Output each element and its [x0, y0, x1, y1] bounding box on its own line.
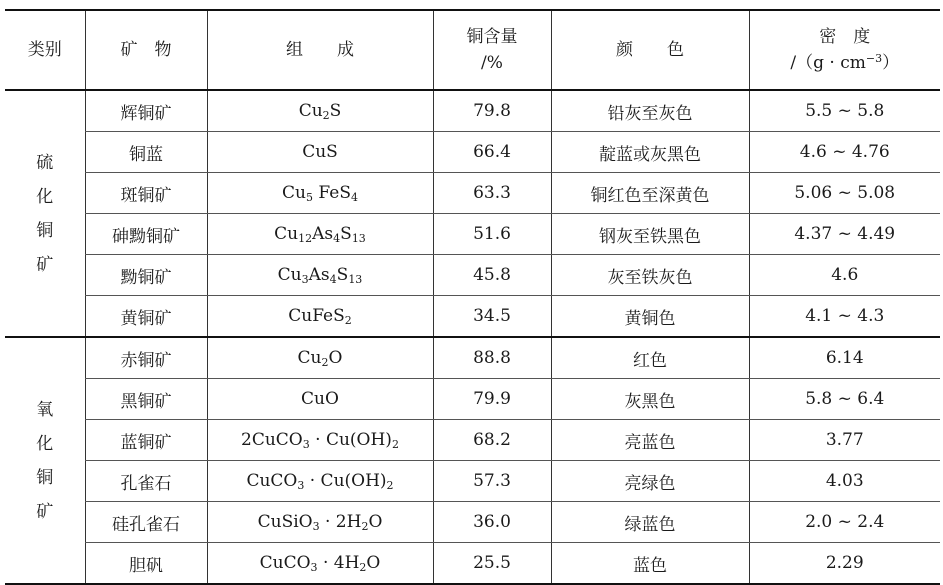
table-row: [5, 90, 940, 132]
formula-part: Cu: [298, 101, 323, 121]
mineral-color: 黄铜色: [551, 296, 749, 338]
mineral-name: 铜蓝: [85, 132, 207, 173]
mineral-density: 5.8 ~ 6.4: [749, 379, 940, 420]
copper-content: 25.5: [433, 543, 551, 585]
header-density-line1: 密 度: [819, 27, 871, 47]
header-copper-content-line2: /%: [481, 53, 503, 73]
header-composition: 组 成: [207, 10, 433, 90]
mineral-name: 蓝铜矿: [85, 420, 207, 461]
category-char: 矿: [36, 254, 54, 275]
mineral-color: 亮蓝色: [551, 420, 749, 461]
formula-part: CuO: [301, 389, 339, 409]
header-mineral: 矿 物: [85, 10, 207, 90]
formula-subscript: 2: [321, 356, 329, 369]
formula-subscript: 4: [329, 273, 337, 286]
formula-part: CuFeS: [288, 306, 345, 326]
category-char: 铜: [36, 220, 54, 241]
header-copper-content-line1: 铜含量: [466, 27, 518, 47]
table-row: [5, 502, 940, 543]
mineral-name: 黑铜矿: [85, 379, 207, 420]
category-char: 氧: [36, 399, 54, 420]
formula-part: S: [329, 101, 342, 121]
copper-content: 51.6: [433, 214, 551, 255]
copper-content: 34.5: [433, 296, 551, 338]
formula-subscript: 2: [344, 314, 352, 327]
mineral-color: 钢灰至铁黑色: [551, 214, 749, 255]
header-copper-content: [433, 10, 551, 90]
formula-subscript: 12: [298, 232, 313, 245]
table-row: [5, 173, 940, 214]
header-row: [5, 10, 940, 90]
mineral-density: 2.0 ~ 2.4: [749, 502, 940, 543]
copper-content: 68.2: [433, 420, 551, 461]
composition-formula: [207, 543, 433, 585]
formula-part: S: [340, 224, 352, 244]
formula-subscript: 3: [297, 479, 305, 492]
header-density-unit: $/(g \cdot cm^{-3})$: [790, 52, 900, 73]
formula-part: Cu: [277, 265, 302, 285]
table-row: [5, 543, 940, 585]
table-row: [5, 296, 940, 338]
copper-content: 57.3: [433, 461, 551, 502]
formula-part: As: [308, 265, 330, 285]
composition-formula: [207, 379, 433, 420]
mineral-density: 3.77: [749, 420, 940, 461]
formula-subscript: 3: [310, 561, 318, 574]
table-body: [5, 90, 940, 584]
composition-formula: [207, 90, 433, 132]
formula-subscript: 2: [359, 561, 367, 574]
composition-formula: [207, 255, 433, 296]
formula-part: FeS: [312, 183, 351, 203]
table-row: [5, 132, 940, 173]
copper-content: 79.9: [433, 379, 551, 420]
mineral-color: 灰至铁灰色: [551, 255, 749, 296]
mineral-density: 5.5 ~ 5.8: [749, 90, 940, 132]
category-char: 硫: [36, 152, 54, 173]
mineral-color: 铜红色至深黄色: [551, 173, 749, 214]
mineral-density: 4.6: [749, 255, 940, 296]
mineral-name: 孔雀石: [85, 461, 207, 502]
composition-formula: [207, 420, 433, 461]
formula-part: CuSiO: [257, 512, 313, 532]
mineral-name: 斑铜矿: [85, 173, 207, 214]
category-char: 化: [36, 186, 54, 207]
header-density: [749, 10, 940, 90]
category-char: 铜: [36, 467, 54, 488]
mineral-name: 砷黝铜矿: [85, 214, 207, 255]
category-char: 矿: [36, 501, 54, 522]
formula-part: Cu: [282, 183, 306, 203]
composition-formula: [207, 296, 433, 338]
formula-subscript: 2: [322, 109, 330, 122]
mineral-name: 赤铜矿: [85, 337, 207, 379]
composition-formula: [207, 173, 433, 214]
formula-part: Cu: [297, 348, 322, 368]
formula-part: CuCO: [259, 553, 311, 573]
formula-part: · 4H: [317, 553, 360, 573]
mineral-color: 蓝色: [551, 543, 749, 585]
category-cell: [5, 90, 85, 337]
formula-part: O: [366, 553, 381, 573]
formula-part: O: [368, 512, 383, 532]
mineral-color: 灰黑色: [551, 379, 749, 420]
mineral-name: 胆矾: [85, 543, 207, 585]
category-char: 化: [36, 433, 54, 454]
formula-subscript: 3: [302, 438, 310, 451]
mineral-density: 4.03: [749, 461, 940, 502]
mineral-density: 2.29: [749, 543, 940, 585]
formula-part: · Cu(OH): [304, 471, 387, 491]
mineral-color: 靛蓝或灰黑色: [551, 132, 749, 173]
mineral-name: 辉铜矿: [85, 90, 207, 132]
composition-formula: [207, 461, 433, 502]
copper-content: 66.4: [433, 132, 551, 173]
copper-minerals-table: [5, 9, 940, 585]
formula-part: As: [312, 224, 334, 244]
formula-part: S: [336, 265, 349, 285]
formula-part: · 2H: [319, 512, 362, 532]
mineral-density: 6.14: [749, 337, 940, 379]
formula-subscript: 2: [391, 438, 399, 451]
mineral-density: 4.6 ~ 4.76: [749, 132, 940, 173]
mineral-name: 硅孔雀石: [85, 502, 207, 543]
mineral-density: 4.37 ~ 4.49: [749, 214, 940, 255]
copper-content: 36.0: [433, 502, 551, 543]
composition-formula: [207, 502, 433, 543]
formula-part: CuS: [302, 142, 338, 162]
mineral-density: 4.1 ~ 4.3: [749, 296, 940, 338]
formula-subscript: 3: [301, 273, 309, 286]
mineral-name: 黄铜矿: [85, 296, 207, 338]
mineral-density: 5.06 ~ 5.08: [749, 173, 940, 214]
table-row: [5, 214, 940, 255]
copper-content: 79.8: [433, 90, 551, 132]
copper-content: 63.3: [433, 173, 551, 214]
mineral-color: 铅灰至灰色: [551, 90, 749, 132]
composition-formula: [207, 214, 433, 255]
mineral-color: 绿蓝色: [551, 502, 749, 543]
table-row: [5, 379, 940, 420]
formula-subscript: 4: [333, 232, 341, 245]
copper-content: 88.8: [433, 337, 551, 379]
formula-subscript: 2: [361, 520, 369, 533]
table-row: [5, 255, 940, 296]
category-cell: [5, 337, 85, 584]
formula-subscript: 2: [386, 479, 394, 492]
table-row: [5, 337, 940, 379]
formula-part: CuCO: [246, 471, 298, 491]
mineral-color: 红色: [551, 337, 749, 379]
formula-subscript: 4: [350, 191, 358, 204]
table-row: [5, 461, 940, 502]
copper-content: 45.8: [433, 255, 551, 296]
table-row: [5, 420, 940, 461]
mineral-name: 黝铜矿: [85, 255, 207, 296]
composition-formula: [207, 337, 433, 379]
composition-formula: [207, 132, 433, 173]
mineral-color: 亮绿色: [551, 461, 749, 502]
formula-part: · Cu(OH): [309, 430, 392, 450]
formula-subscript: 5: [305, 191, 313, 204]
header-category: 类别: [27, 40, 62, 60]
formula-subscript: 3: [312, 520, 320, 533]
formula-part: O: [328, 348, 343, 368]
formula-part: 2CuCO: [241, 430, 303, 450]
formula-part: Cu: [274, 224, 299, 244]
header-color: 颜 色: [551, 10, 749, 90]
formula-subscript: 13: [351, 232, 366, 245]
formula-subscript: 13: [348, 273, 363, 286]
